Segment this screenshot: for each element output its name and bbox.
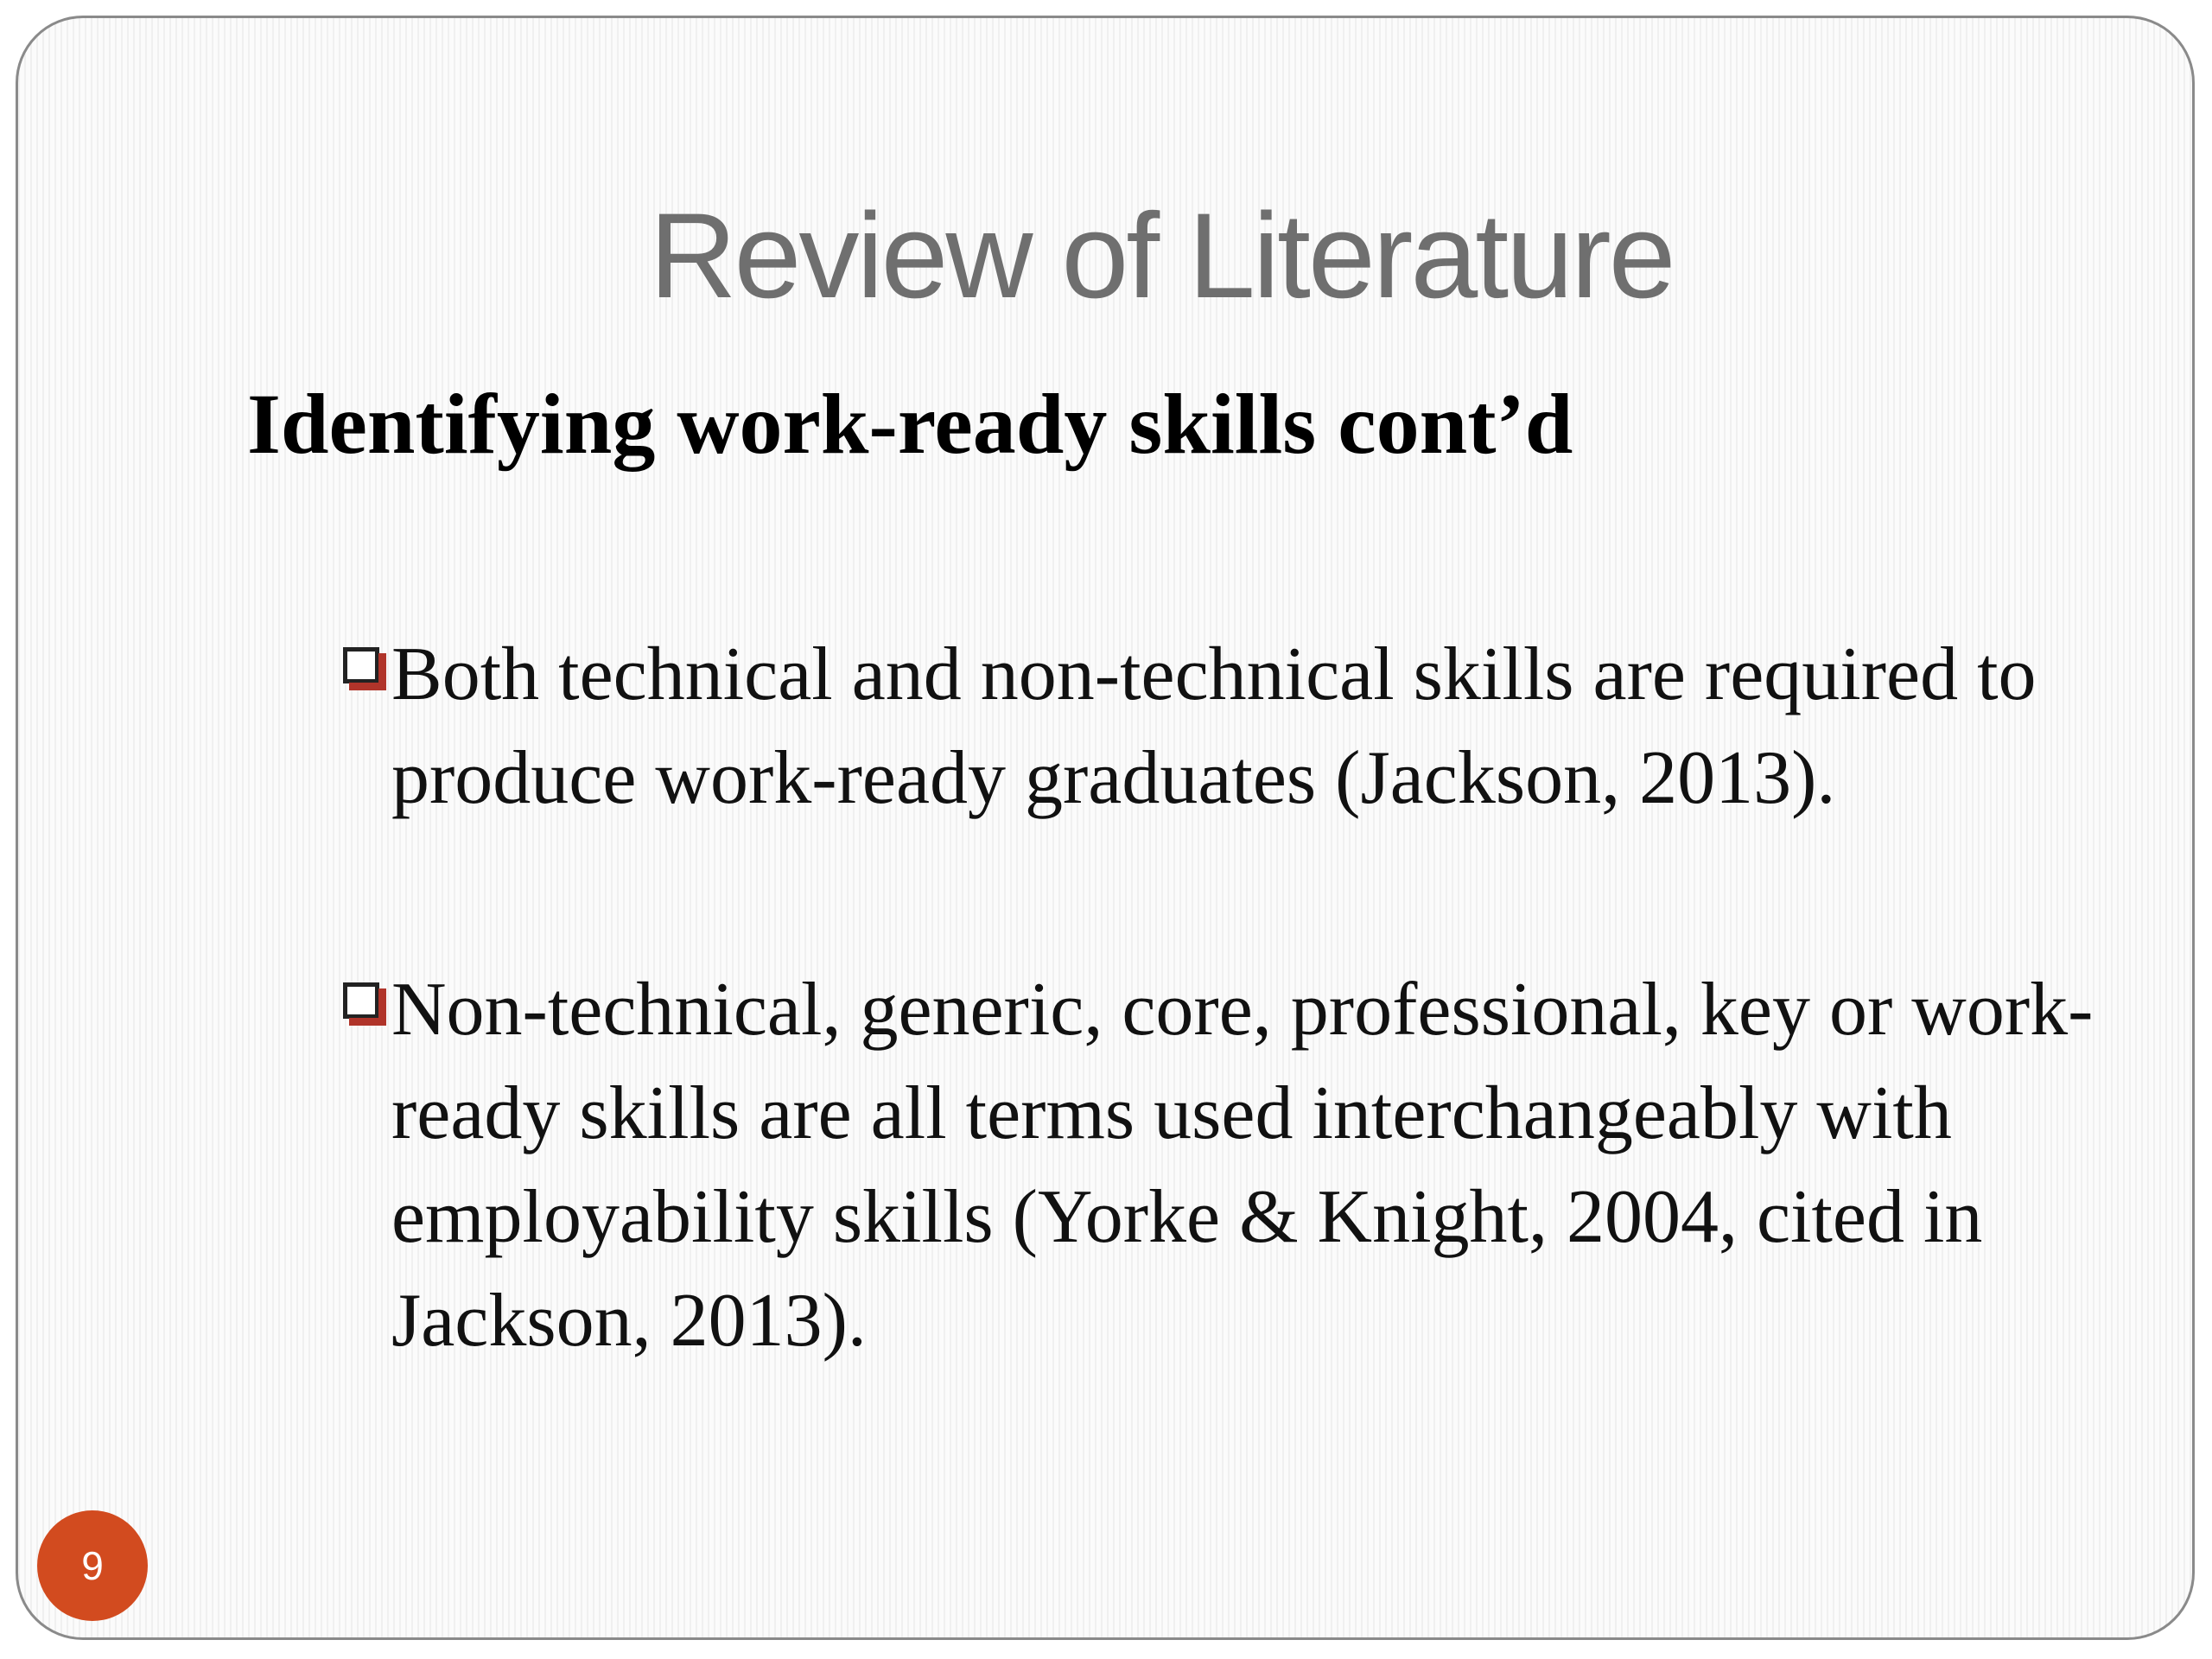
page-number-badge: 9 bbox=[37, 1510, 148, 1621]
square-bullet-icon bbox=[343, 982, 379, 1019]
slide-subtitle: Identifying work-ready skills cont’d bbox=[247, 376, 1573, 472]
slide-title: Review of Literature bbox=[649, 188, 1674, 323]
bullet-list bbox=[331, 623, 2102, 1501]
bullet-item bbox=[331, 958, 2102, 1373]
square-bullet-icon bbox=[343, 647, 379, 683]
bullet-item bbox=[331, 623, 2102, 830]
bullet-text: Both technical and non-technical skills are required to produce work-ready graduates (Jackson, 2013). bbox=[391, 632, 2037, 820]
bullet-text: Non-technical, generic, core, professional, key or work-ready skills are all terms used interchangeably with employability skills (Yorke & Knight, 2004, cited in Jackson, 2013). bbox=[391, 968, 2094, 1363]
slide bbox=[16, 16, 2195, 1640]
